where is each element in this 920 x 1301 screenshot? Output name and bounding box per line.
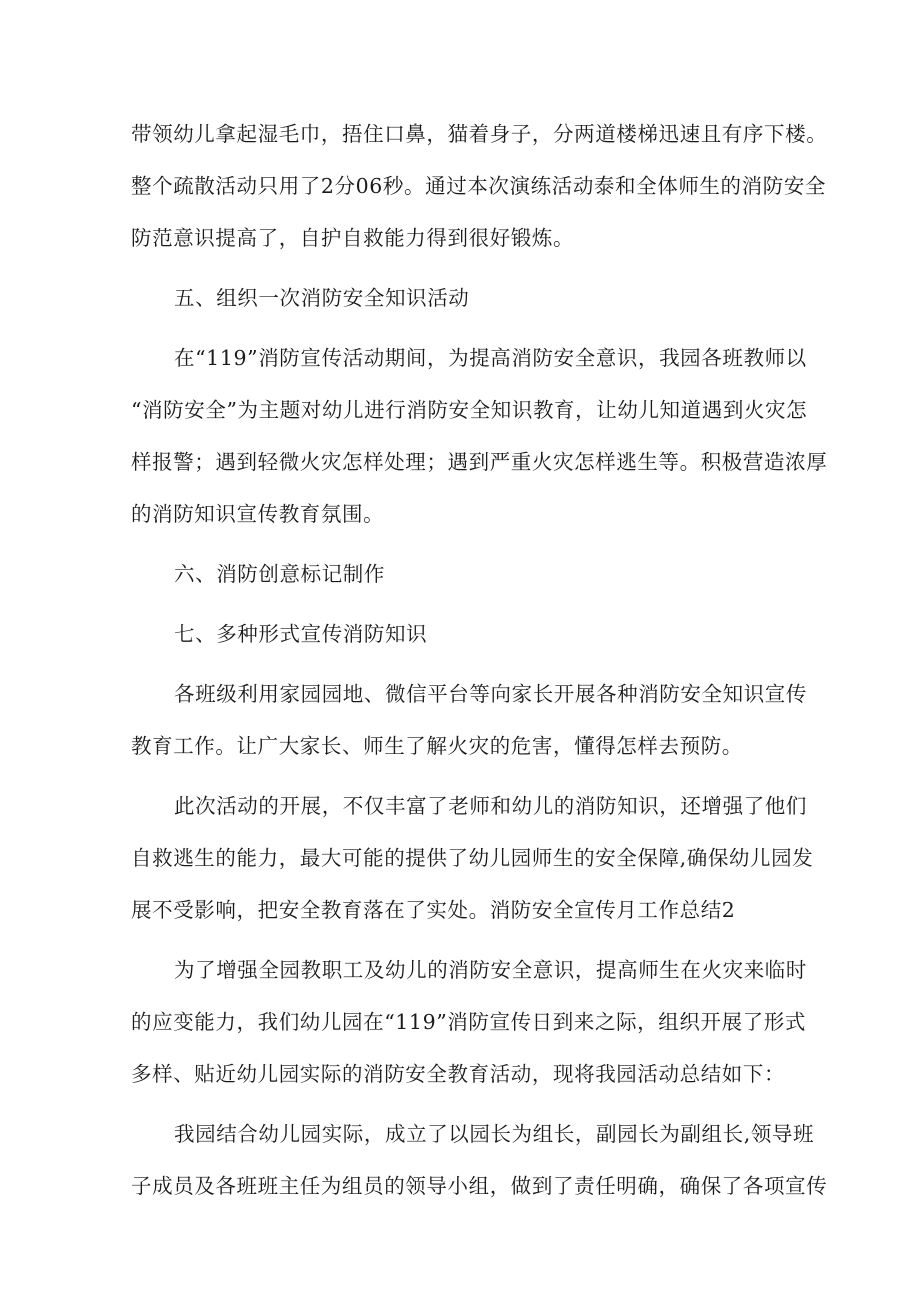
paragraph-2-line-0: 在“119”消防宣传活动期间，为提高消防安全意识，我园各班教师以 (174, 346, 807, 370)
paragraph-8-line-0: 我园结合幼儿园实际，成立了以园长为组长，副园长为副组长,领导班 (174, 1122, 815, 1146)
paragraph-2-line-3: 的消防知识宣传教育氛围。 (131, 502, 385, 526)
paragraph-7-line-2: 多样、贴近幼儿园实际的消防安全教育活动，现将我园活动总结如下： (131, 1062, 786, 1086)
paragraph-6-line-2: 展不受影响，把安全教育落在了实处。消防安全宣传月工作总结2 (131, 898, 736, 922)
paragraph-8-line-1: 子成员及各班班主任为组员的领导小组，做到了责任明确，确保了各项宣传 (131, 1174, 828, 1198)
paragraph-0-line-2: 防范意识提高了，自护自救能力得到很好锻炼。 (131, 226, 575, 250)
paragraph-0-line-1: 整个疏散活动只用了2分06秒。通过本次演练活动泰和全体师生的消防安全 (131, 174, 827, 198)
paragraph-2-line-1: “消防安全”为主题对幼儿进行消防安全知识教育，让幼儿知道遇到火灾怎 (131, 398, 808, 422)
paragraph-2-line-2: 样报警；遇到轻微火灾怎样处理；遇到严重火灾怎样逃生等。积极营造浓厚 (131, 450, 828, 474)
paragraph-5-line-0: 各班级利用家园园地、微信平台等向家长开展各种消防安全知识宣传 (174, 682, 807, 706)
paragraph-7-line-1: 的应变能力，我们幼儿园在“119”消防宣传日到来之际，组织开展了形式 (131, 1010, 806, 1034)
section-heading-5: 五、组织一次消防安全知识活动 (174, 286, 470, 310)
paragraph-7-line-0: 为了增强全园教职工及幼儿的消防安全意识，提高师生在火灾来临时 (174, 958, 807, 982)
section-heading-7: 七、多种形式宣传消防知识 (174, 622, 428, 646)
paragraph-0-line-0: 带领幼儿拿起湿毛巾，捂住口鼻，猫着身子，分两道楼梯迅速且有序下楼。 (131, 122, 828, 146)
section-heading-6: 六、消防创意标记制作 (174, 562, 385, 586)
paragraph-5-line-1: 教育工作。让广大家长、师生了解火灾的危害，懂得怎样去预防。 (131, 734, 743, 758)
paragraph-6-line-0: 此次活动的开展，不仅丰富了老师和幼儿的消防知识，还增强了他们 (174, 794, 807, 818)
paragraph-6-line-1: 自救逃生的能力，最大可能的提供了幼儿园师生的安全保障,确保幼儿园发 (131, 846, 814, 870)
